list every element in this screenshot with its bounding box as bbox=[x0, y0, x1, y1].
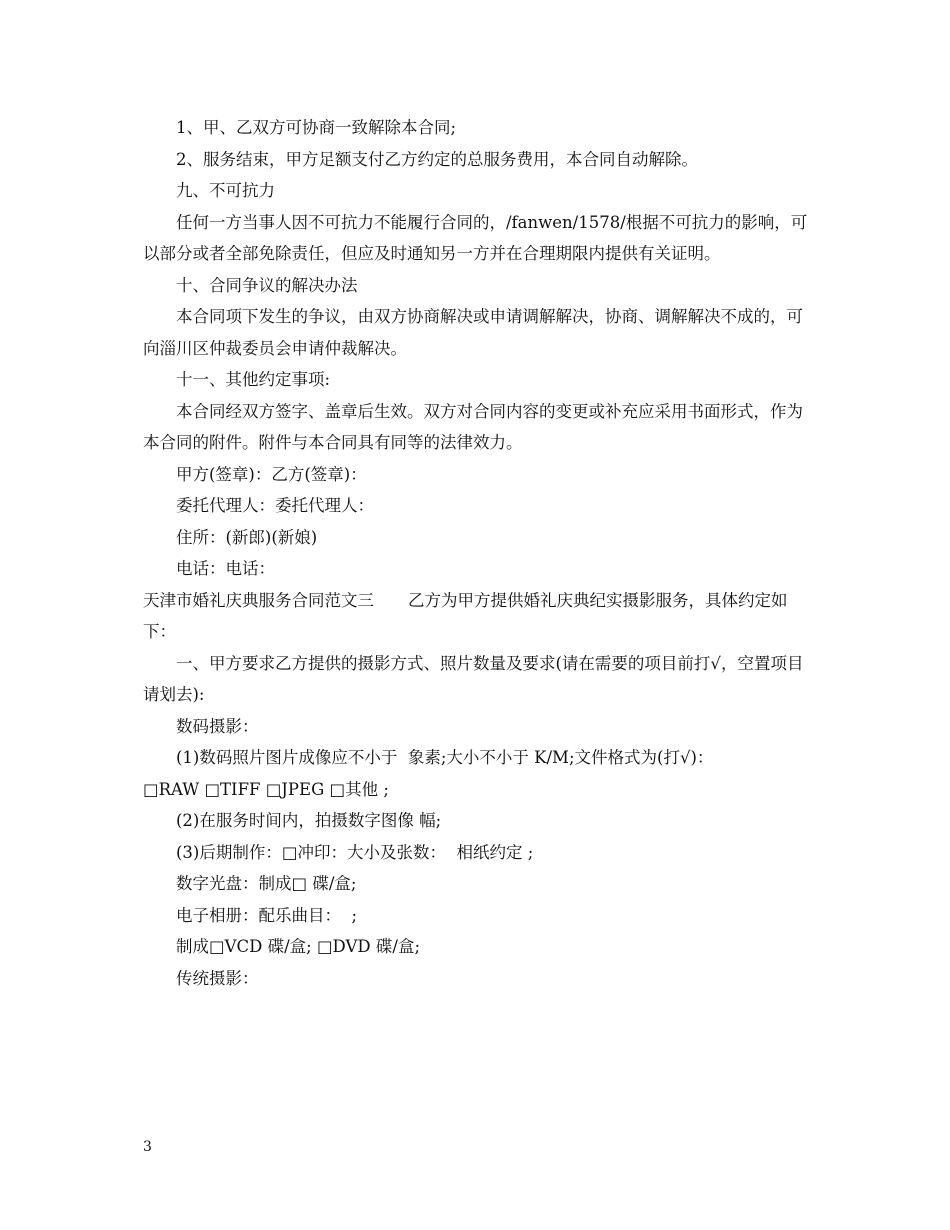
paragraph: 任何一方当事人因不可抗力不能履行合同的，/fanwen/1578/根据不可抗力的影响，可以部分或者全部免除责任，但应及时通知另一方并在合理期限内提供有关证明。 bbox=[143, 212, 808, 263]
paragraph: 数字光盘：制成□ 碟/盒; bbox=[176, 874, 357, 893]
paragraph: (2)在服务时间内，拍摄数字图像 幅; bbox=[176, 811, 442, 830]
paragraph: 制成□VCD 碟/盒; □DVD 碟/盒; bbox=[176, 937, 421, 956]
paragraph: 本合同经双方签字、盖章后生效。双方对合同内容的变更或补充应采用书面形式，作为本合同的附件。附件与本合同具有同等的法律效力。 bbox=[143, 401, 803, 452]
contract-title: 天津市婚礼庆典服务合同范文三 bbox=[143, 590, 374, 610]
agent-line: 委托代理人：委托代理人： bbox=[176, 496, 374, 515]
contract-title-line bbox=[143, 585, 811, 648]
paragraph: 2、服务结束，甲方足额支付乙方约定的总服务费用，本合同自动解除。 bbox=[176, 149, 698, 169]
paragraph: 本合同项下发生的争议，由双方协商解决或申请调解解决，协商、调解解决不成的，可向淄川区仲裁委员会申请仲裁解决。 bbox=[143, 307, 803, 358]
paragraph: 电子相册：配乐曲目： ; bbox=[176, 905, 358, 925]
contract-intro: 乙方为甲方提供婚礼庆典纪实摄影服务，具体约定如下： bbox=[143, 590, 788, 641]
paragraph: (1)数码照片图片成像应不小于 象素;大小不小于 K/M;文件格式为(打√)： bbox=[176, 748, 714, 767]
paragraph: 1、甲、乙双方可协商一致解除本合同; bbox=[176, 118, 457, 137]
signature-line: 甲方(签章)：乙方(签章)： bbox=[176, 464, 367, 484]
section-heading: 一、甲方要求乙方提供的摄影方式、照片数量及要求(请在需要的项目前打√，空置项目请划去): bbox=[143, 653, 804, 704]
format-options: □RAW □TIFF □JPEG □其他 ; bbox=[143, 779, 389, 799]
paragraph: (3)后期制作：□冲印：大小及张数： 相纸约定 ; bbox=[176, 842, 534, 862]
section-heading: 九、不可抗力 bbox=[176, 181, 275, 200]
document-body bbox=[143, 112, 811, 994]
address-line: 住所：(新郎)(新娘) bbox=[176, 527, 318, 547]
paragraph: 传统摄影： bbox=[176, 968, 259, 988]
phone-line: 电话：电话： bbox=[176, 559, 275, 578]
page-number: 3 bbox=[143, 1139, 152, 1155]
section-heading: 十一、其他约定事项: bbox=[176, 370, 331, 389]
section-heading: 十、合同争议的解决办法 bbox=[176, 275, 358, 295]
paragraph: 数码摄影： bbox=[176, 716, 259, 736]
